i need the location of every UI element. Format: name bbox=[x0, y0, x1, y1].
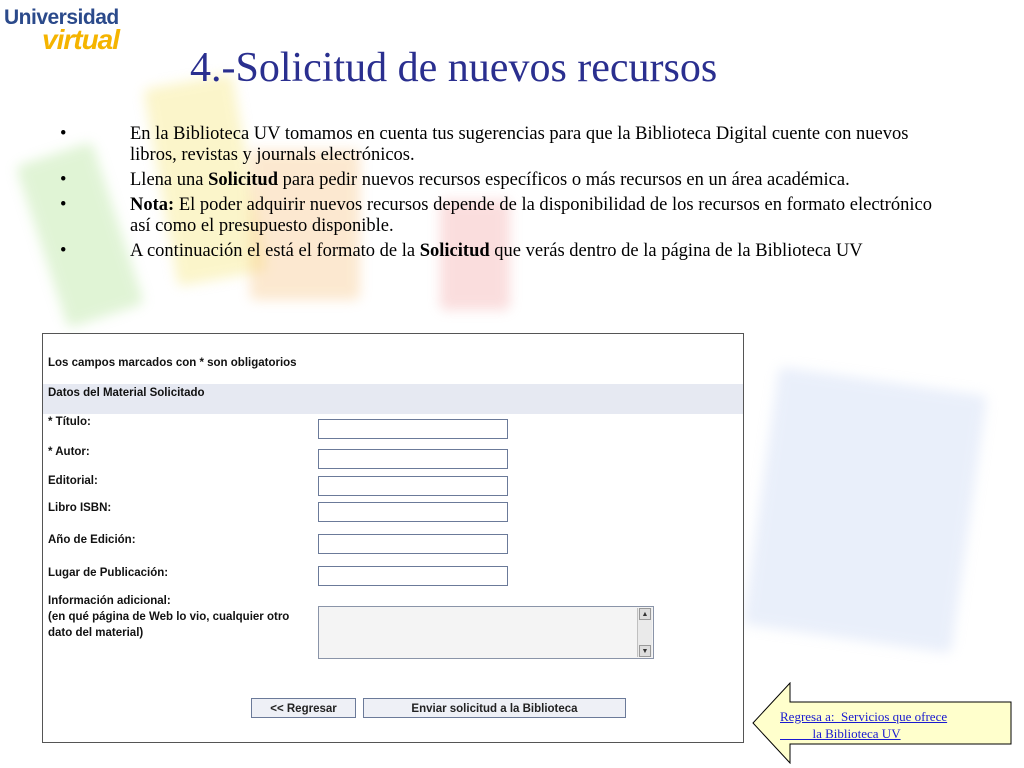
page-title: 4.-Solicitud de nuevos recursos bbox=[190, 45, 718, 91]
autor-input[interactable] bbox=[318, 449, 508, 469]
label-info-2: (en qué página de Web lo vio, cualquier otro bbox=[48, 611, 290, 623]
bullet-text: En la Biblioteca UV tomamos en cuenta tus sugerencias para que la Biblioteca Digital cuente con nuevos libros, revistas y journals electrónicos. bbox=[130, 124, 909, 165]
bullet-text: Llena una bbox=[130, 170, 209, 190]
bullet-item bbox=[56, 124, 956, 166]
bullet-emphasis: Solicitud bbox=[208, 170, 278, 190]
bullet-dot: • bbox=[60, 195, 67, 215]
bullet-text: A continuación el está el formato de la bbox=[130, 241, 420, 261]
back-link-text[interactable]: Regresa a: Servicios que ofrece la Biblioteca UV bbox=[780, 709, 948, 741]
titulo-input[interactable] bbox=[318, 419, 508, 439]
label-titulo: * Título: bbox=[48, 416, 91, 428]
bullet-item bbox=[56, 241, 956, 262]
anio-input[interactable] bbox=[318, 534, 508, 554]
submit-button[interactable]: Enviar solicitud a la Biblioteca bbox=[363, 698, 626, 718]
lugar-input[interactable] bbox=[318, 566, 508, 586]
back-button[interactable]: << Regresar bbox=[251, 698, 356, 718]
label-editorial: Editorial: bbox=[48, 475, 98, 487]
required-fields-note: Los campos marcados con * son obligatorios bbox=[48, 357, 297, 369]
bullet-text: que verás dentro de la página de la Biblioteca UV bbox=[489, 241, 863, 261]
label-isbn: Libro ISBN: bbox=[48, 502, 112, 514]
request-form bbox=[42, 333, 744, 743]
bullet-item bbox=[56, 170, 956, 191]
scroll-down-arrow-icon[interactable]: ▼ bbox=[639, 645, 651, 657]
section-title: Datos del Material Solicitado bbox=[48, 387, 205, 399]
info-textarea[interactable] bbox=[318, 606, 654, 659]
bullet-text: para pedir nuevos recursos específicos o más recursos en un área académica. bbox=[278, 170, 850, 190]
label-anio: Año de Edición: bbox=[48, 534, 136, 546]
label-info-1: Información adicional: bbox=[48, 595, 171, 607]
logo-line-2: virtual bbox=[42, 24, 120, 55]
bullet-dot: • bbox=[60, 124, 67, 144]
bullet-item bbox=[56, 195, 956, 237]
scroll-up-arrow-icon[interactable]: ▲ bbox=[639, 608, 651, 620]
logo-line-1: Universidad bbox=[4, 6, 119, 29]
editorial-input[interactable] bbox=[318, 476, 508, 496]
textarea-scrollbar[interactable] bbox=[637, 608, 652, 657]
back-link-arrow[interactable] bbox=[752, 682, 1014, 764]
label-lugar: Lugar de Publicación: bbox=[48, 567, 169, 579]
label-autor: * Autor: bbox=[48, 446, 90, 458]
bullet-dot: • bbox=[60, 170, 67, 190]
bullet-text: El poder adquirir nuevos recursos depende de la disponibilidad de los recursos en formato electrónico así como el presupuesto disponible. bbox=[130, 195, 932, 236]
isbn-input[interactable] bbox=[318, 502, 508, 522]
bullet-dot: • bbox=[60, 241, 67, 261]
label-info-3: dato del material) bbox=[48, 627, 144, 639]
bullet-emphasis: Solicitud bbox=[419, 241, 490, 261]
bullet-list bbox=[56, 124, 956, 266]
background-decoration-blue bbox=[743, 367, 987, 654]
bullet-emphasis: Nota: bbox=[130, 195, 175, 215]
universidad-virtual-logo bbox=[4, 6, 154, 55]
